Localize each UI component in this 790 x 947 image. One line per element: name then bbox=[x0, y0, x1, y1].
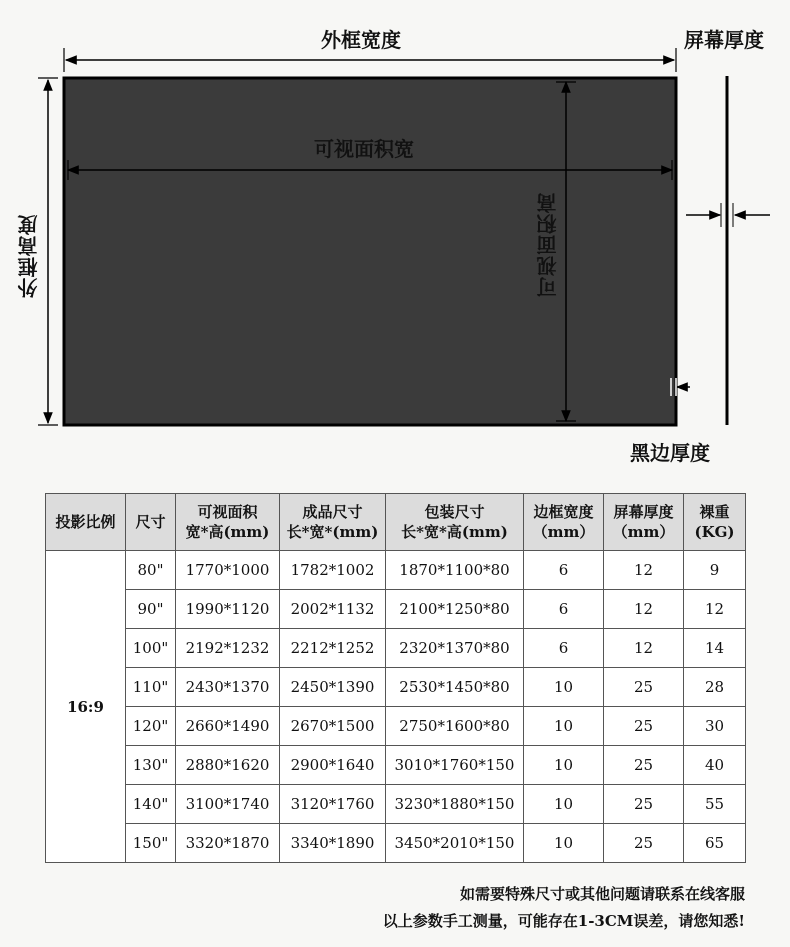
table-cell: 10 bbox=[524, 668, 604, 707]
table-cell: 10 bbox=[524, 785, 604, 824]
table-header-row bbox=[46, 494, 746, 551]
table-cell: 10 bbox=[524, 824, 604, 863]
column-header-line2: 长*宽*(mm) bbox=[286, 523, 379, 541]
view-height-label: 可视面积高 bbox=[536, 192, 560, 297]
column-header bbox=[386, 494, 524, 551]
table-cell: 25 bbox=[604, 824, 684, 863]
table-cell: 1782*1002 bbox=[280, 551, 386, 590]
table-cell: 2900*1640 bbox=[280, 746, 386, 785]
column-header-line2: 宽*高(mm) bbox=[185, 523, 270, 541]
table-body bbox=[46, 551, 746, 863]
table-cell: 14 bbox=[684, 629, 746, 668]
column-header bbox=[524, 494, 604, 551]
table-cell: 80" bbox=[126, 551, 176, 590]
column-header-line1: 尺寸 bbox=[135, 513, 166, 531]
table-cell: 55 bbox=[684, 785, 746, 824]
table-cell: 2450*1390 bbox=[280, 668, 386, 707]
table-cell: 9 bbox=[684, 551, 746, 590]
table-cell: 100" bbox=[126, 629, 176, 668]
screen-dimension-diagram bbox=[0, 0, 790, 470]
table-cell: 2670*1500 bbox=[280, 707, 386, 746]
table-cell: 3450*2010*150 bbox=[386, 824, 524, 863]
table-cell: 12 bbox=[684, 590, 746, 629]
column-header bbox=[126, 494, 176, 551]
table-cell: 10 bbox=[524, 707, 604, 746]
table-row bbox=[46, 746, 746, 785]
column-header-line1: 投影比例 bbox=[55, 513, 116, 531]
table-cell: 25 bbox=[604, 668, 684, 707]
table-cell: 2100*1250*80 bbox=[386, 590, 524, 629]
table-cell: 25 bbox=[604, 707, 684, 746]
table-cell: 150" bbox=[126, 824, 176, 863]
dimension-drawing bbox=[0, 0, 790, 470]
table-row bbox=[46, 707, 746, 746]
table-cell: 12 bbox=[604, 551, 684, 590]
table-row bbox=[46, 551, 746, 590]
ratio-cell: 16:9 bbox=[46, 551, 126, 863]
column-header-line2: 长*宽*高(mm) bbox=[401, 523, 508, 541]
table-cell: 12 bbox=[604, 590, 684, 629]
table-row bbox=[46, 824, 746, 863]
column-header-line1: 包装尺寸 bbox=[424, 503, 485, 521]
column-header bbox=[46, 494, 126, 551]
table-cell: 2750*1600*80 bbox=[386, 707, 524, 746]
black-border-label: 黑边厚度 bbox=[630, 441, 710, 465]
table-cell: 2430*1370 bbox=[176, 668, 280, 707]
table-cell: 6 bbox=[524, 551, 604, 590]
table-row bbox=[46, 785, 746, 824]
table-cell: 1870*1100*80 bbox=[386, 551, 524, 590]
table-cell: 140" bbox=[126, 785, 176, 824]
table-cell: 2880*1620 bbox=[176, 746, 280, 785]
table-cell: 110" bbox=[126, 668, 176, 707]
column-header bbox=[604, 494, 684, 551]
table-cell: 25 bbox=[604, 746, 684, 785]
screen-panel bbox=[64, 78, 676, 425]
column-header-line1: 屏幕厚度 bbox=[613, 503, 674, 521]
table-cell: 3230*1880*150 bbox=[386, 785, 524, 824]
table-cell: 6 bbox=[524, 590, 604, 629]
table-cell: 25 bbox=[604, 785, 684, 824]
table-row bbox=[46, 668, 746, 707]
column-header-line2: (KG) bbox=[694, 523, 735, 541]
column-header bbox=[684, 494, 746, 551]
column-header-line1: 裸重 bbox=[699, 503, 730, 521]
table-cell: 90" bbox=[126, 590, 176, 629]
table-cell: 120" bbox=[126, 707, 176, 746]
table-cell: 1990*1120 bbox=[176, 590, 280, 629]
table-cell: 2320*1370*80 bbox=[386, 629, 524, 668]
column-header-line1: 可视面积 bbox=[197, 503, 258, 521]
table-cell: 6 bbox=[524, 629, 604, 668]
view-width-label: 可视面积宽 bbox=[314, 137, 414, 161]
note-custom-size: 如需要特殊尺寸或其他问题请联系在线客服 bbox=[459, 885, 745, 903]
table-cell: 2002*1132 bbox=[280, 590, 386, 629]
column-header bbox=[280, 494, 386, 551]
table-row bbox=[46, 629, 746, 668]
table-cell: 28 bbox=[684, 668, 746, 707]
table-cell: 2660*1490 bbox=[176, 707, 280, 746]
table-cell: 1770*1000 bbox=[176, 551, 280, 590]
column-header bbox=[176, 494, 280, 551]
table-cell: 2212*1252 bbox=[280, 629, 386, 668]
column-header-line2: （mm） bbox=[532, 523, 595, 541]
screen-thickness-label: 屏幕厚度 bbox=[684, 28, 764, 52]
column-header-line2: （mm） bbox=[612, 523, 675, 541]
table-cell: 3320*1870 bbox=[176, 824, 280, 863]
table-cell: 3340*1890 bbox=[280, 824, 386, 863]
table-cell: 2192*1232 bbox=[176, 629, 280, 668]
spec-table bbox=[45, 493, 746, 863]
table-cell: 65 bbox=[684, 824, 746, 863]
table-cell: 3010*1760*150 bbox=[386, 746, 524, 785]
note-measurement-error: 以上参数手工测量，可能存在1-3CM误差，请您知悉! bbox=[382, 912, 745, 930]
column-header-line1: 边框宽度 bbox=[533, 503, 594, 521]
frame-width-label: 外框宽度 bbox=[321, 28, 401, 52]
table-cell: 130" bbox=[126, 746, 176, 785]
table-cell: 30 bbox=[684, 707, 746, 746]
table-cell: 12 bbox=[604, 629, 684, 668]
table-row bbox=[46, 590, 746, 629]
frame-height-label: 外框高度 bbox=[17, 214, 41, 298]
table-cell: 3100*1740 bbox=[176, 785, 280, 824]
table-cell: 3120*1760 bbox=[280, 785, 386, 824]
table-cell: 40 bbox=[684, 746, 746, 785]
table-cell: 10 bbox=[524, 746, 604, 785]
table-cell: 2530*1450*80 bbox=[386, 668, 524, 707]
column-header-line1: 成品尺寸 bbox=[302, 503, 363, 521]
